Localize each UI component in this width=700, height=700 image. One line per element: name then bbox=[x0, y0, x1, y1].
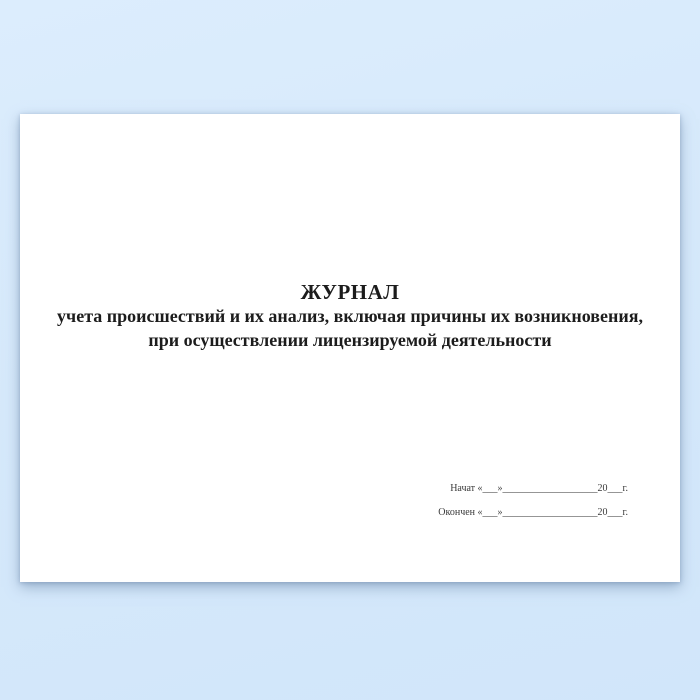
finished-date-line: Окончен «___»___________________20___г. bbox=[438, 507, 628, 518]
title-block bbox=[20, 280, 680, 352]
started-date-line: Начат «___»___________________20___г. bbox=[450, 483, 628, 494]
journal-subtitle-line-2: при осуществлении лицензируемой деятельности bbox=[148, 330, 552, 350]
date-fields-block bbox=[438, 477, 628, 525]
journal-subtitle-line-1: учета происшествий и их анализ, включая причины их возникновения, bbox=[57, 306, 643, 326]
journal-cover-sheet bbox=[20, 114, 680, 582]
journal-title: ЖУРНАЛ bbox=[300, 280, 400, 304]
